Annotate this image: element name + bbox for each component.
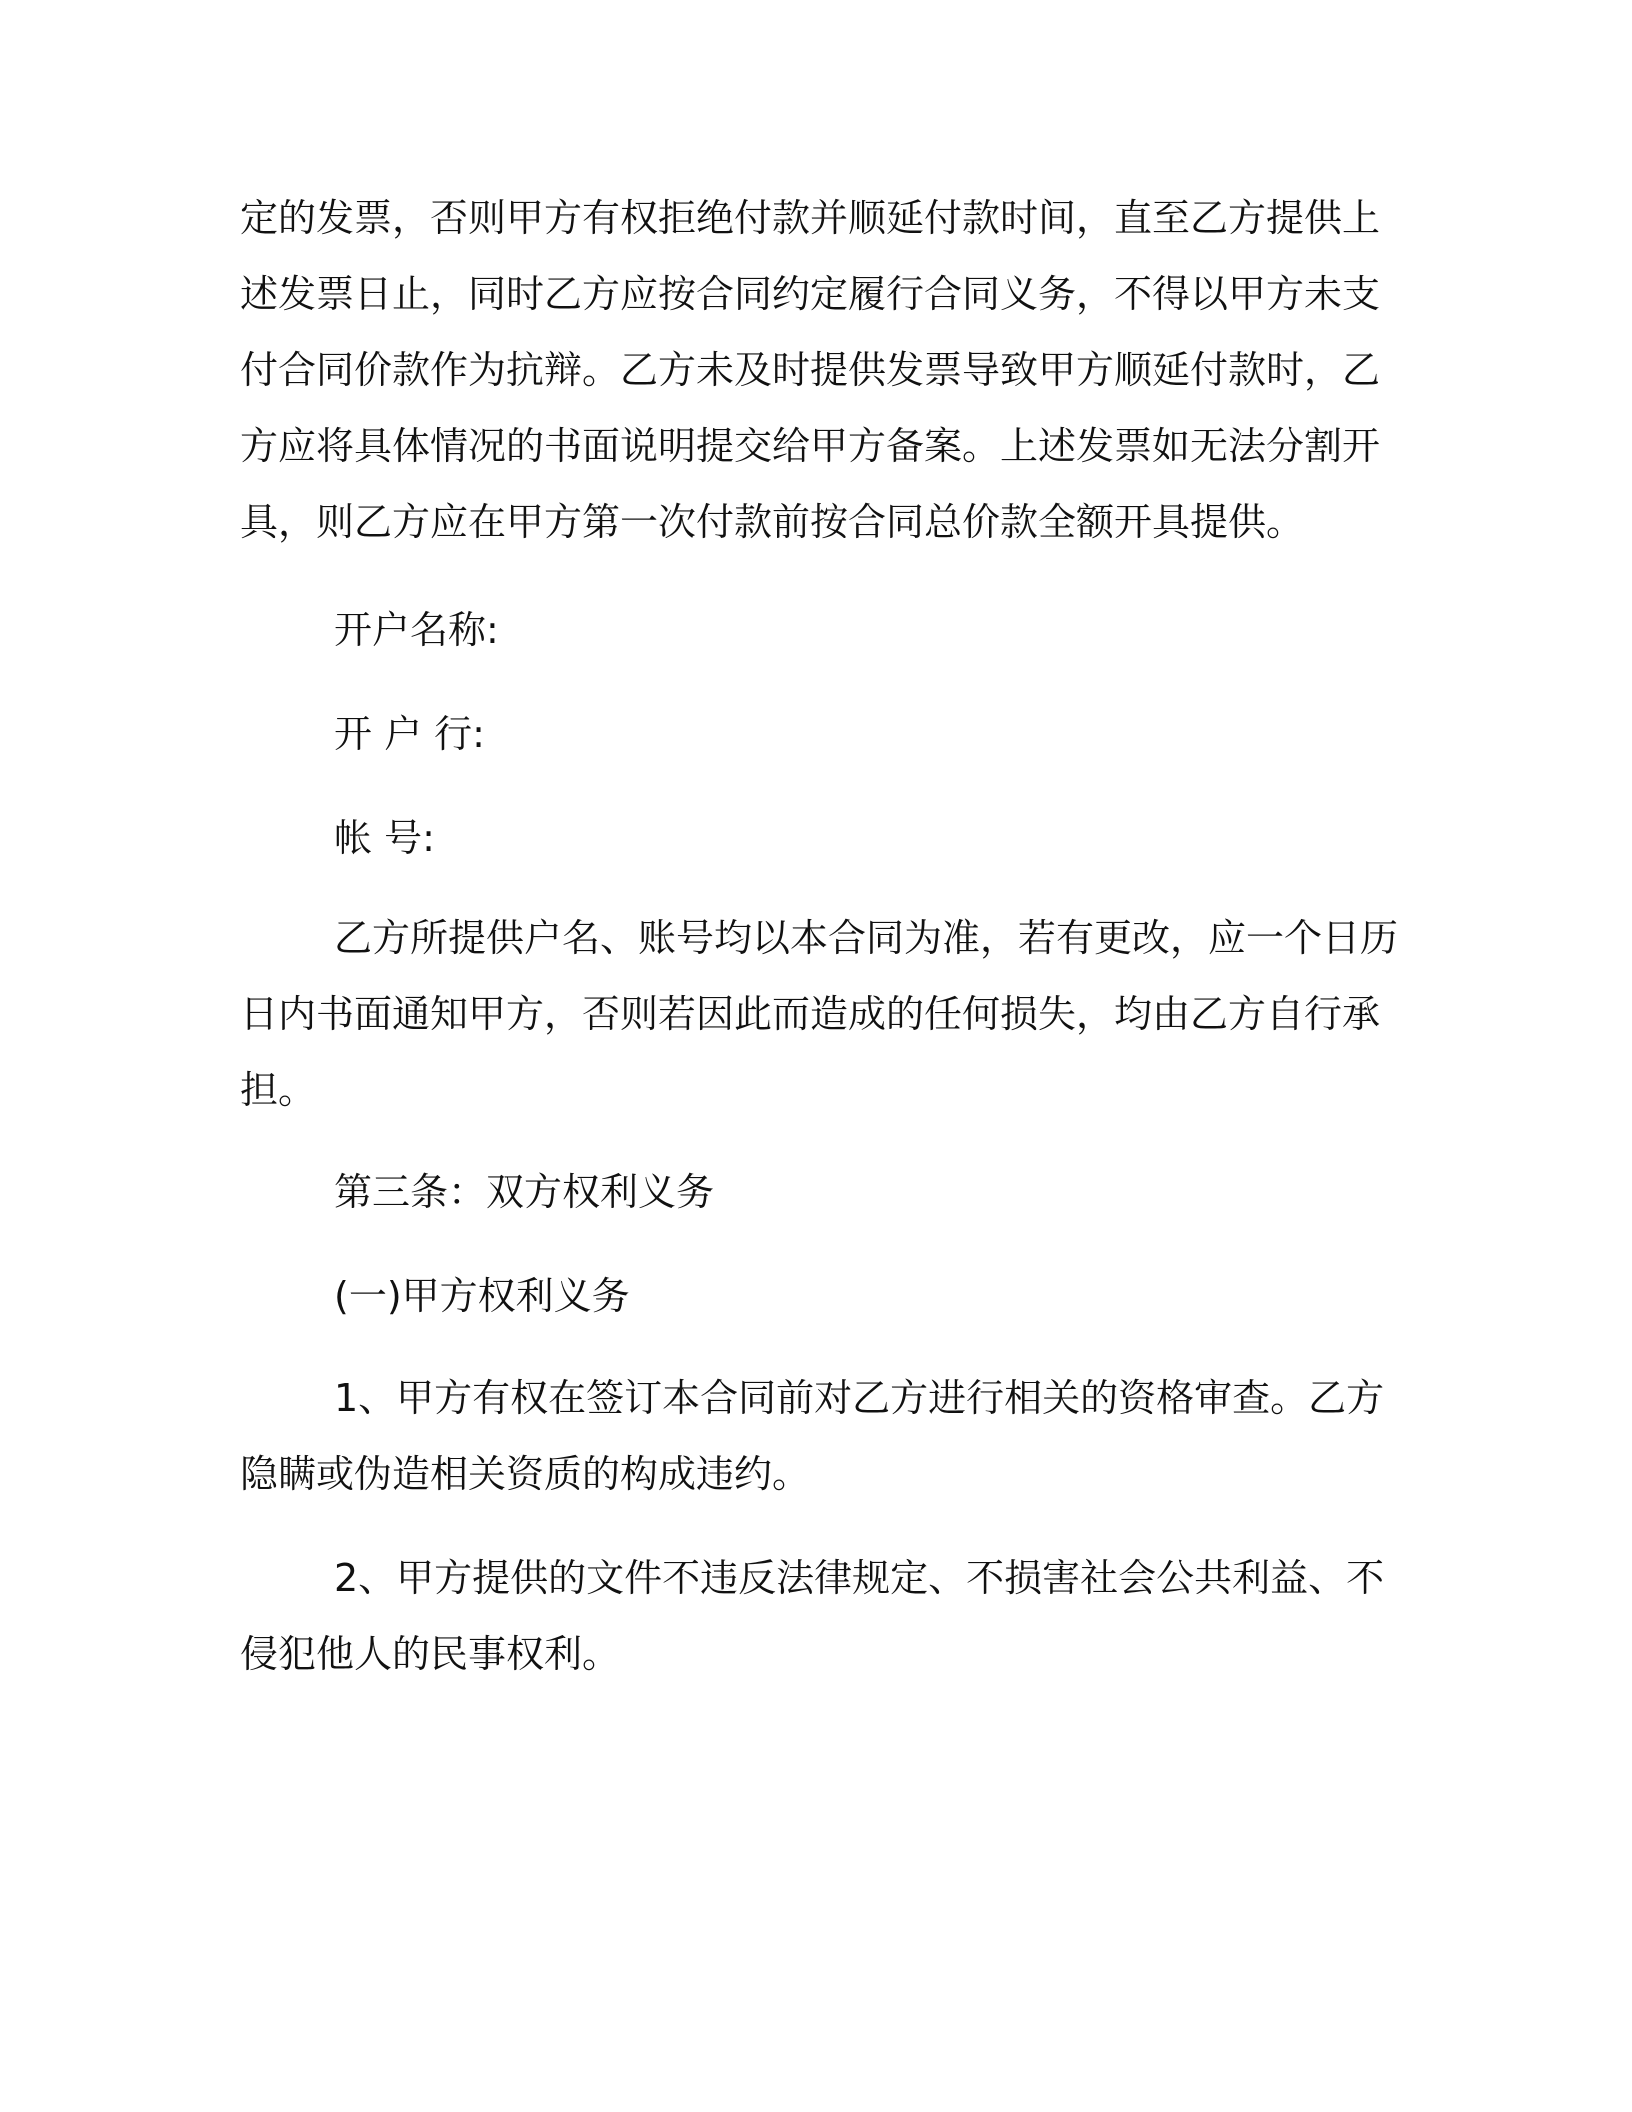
section-one-heading: (一)甲方权利义务 [334,1274,630,1318]
invoice-paragraph-line-3: 付合同价款作为抗辩。乙方未及时提供发票导致甲方顺延付款时，乙 [240,348,1381,392]
account-number-label: 帐 号: [334,816,435,860]
invoice-paragraph-line-4: 方应将具体情况的书面说明提交给甲方备案。上述发票如无法分割开 [240,424,1381,468]
account-name-label: 开户名称: [334,608,499,652]
account-change-line-1: 乙方所提供户名、账号均以本合同为准，若有更改，应一个日历 [334,916,1399,960]
item-1-line-2: 隐瞒或伪造相关资质的构成违约。 [240,1452,811,1496]
account-change-line-3: 担。 [240,1068,317,1112]
article-three-heading: 第三条：双方权利义务 [334,1170,715,1214]
bank-label: 开 户 行: [334,712,485,756]
item-2-line-1: 2、甲方提供的文件不违反法律规定、不损害社会公共利益、不 [334,1556,1385,1600]
invoice-paragraph-line-1: 定的发票，否则甲方有权拒绝付款并顺延付款时间，直至乙方提供上 [240,196,1381,240]
account-change-line-2: 日内书面通知甲方，否则若因此而造成的任何损失，均由乙方自行承 [240,992,1381,1036]
item-2-line-2: 侵犯他人的民事权利。 [240,1632,621,1676]
invoice-paragraph-line-2: 述发票日止，同时乙方应按合同约定履行合同义务，不得以甲方未支 [240,272,1381,316]
invoice-paragraph-line-5: 具，则乙方应在甲方第一次付款前按合同总价款全额开具提供。 [240,500,1305,544]
item-1-line-1: 1、甲方有权在签订本合同前对乙方进行相关的资格审查。乙方 [334,1376,1385,1420]
